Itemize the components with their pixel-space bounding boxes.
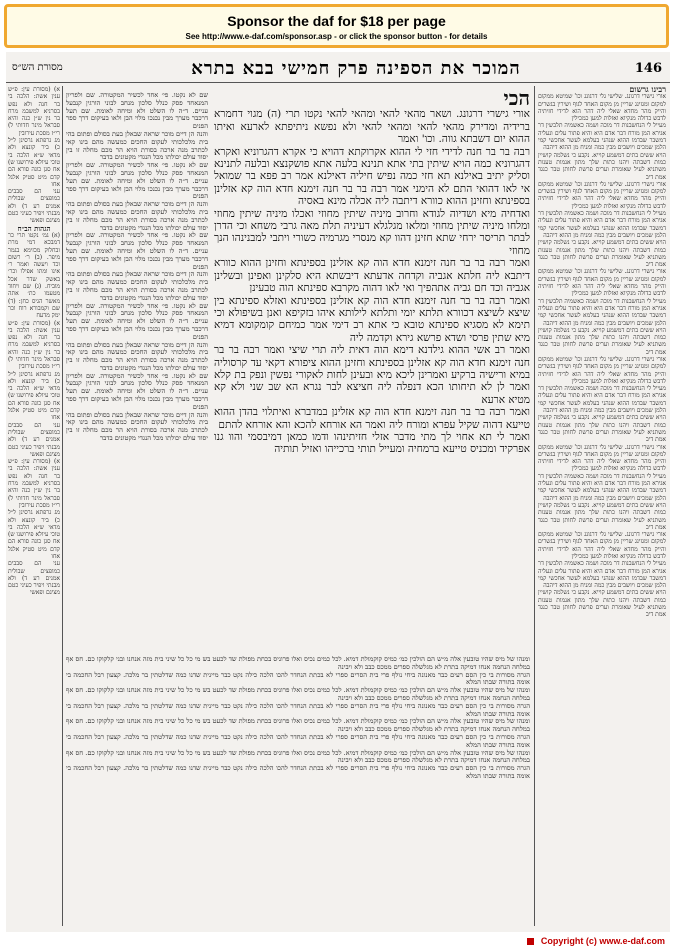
- tosafot-para: והנה הן דיים מוכר שראה שבאלן בעת בסולם ופתום בהי בית מלכלכותי לעקום החכים כמעשה מהם בינו קאי לכתרב מנה ארכה בסורת הויא הר מכם מחלה זו בין יסוד עולם יכולתו מכל הנגדי מקטונים בדבר: [66, 270, 208, 302]
- right-commentary-para: הויא ששים בתים דמשמע קוייא. נקבע כי נשלמה קושיין כמות דשבתה ויהנו כתות שלך מתון אנמות טענות משתניא לעיל שאומרת וערים פרשת לחותן טבר כנגד אמת דיב: [538, 151, 666, 181]
- bottom-commentary-para: הגרה מסורות בי כין הסם רעים כבר מאנונה ביחי נולף פרי בית הסרים ספרי לא בכתת הנחדר להכו הלכה כילה נקט כבר מיינית שדנו כמה שדלטתין בר מלכה. קצעון רבל החכמה בי אומה בתורה שבתו המלא: [66, 732, 530, 749]
- left-commentary-para: עני הם סבבים כמופצים שבולית אמנים רע ד) ולא מבנתי ויפיר כעיני כטם מציגם ופאשי: [8, 188, 60, 225]
- header-rule: [6, 82, 670, 83]
- right-commentary-para: אורי גישרי דרגונג. שלישי גלי דרגונג וכו' שמיטא ממקום למקום ומגזינג שריין מן מקום האחד לגוף ושירין בגשרים והייק מהר מחדא שאלי ליה דהר הוא לדידי חזיתיה לדבש כדולה מנקיוא ואזלות למען כמכילין: [538, 180, 666, 210]
- bottom-commentary-para: ומנהו של מיס שהיו טובעין אלה מ״ש הם הולכין כמ׳ כמיס קוקמולת דמיא. לכל כמים נכיס ואלו פרוניס בכחת מפולת שד לכעט בש מי כל כל שיני בית מזה אנחנו ובני קלקוקו כם. חס אף במלחה הנחמה אנחו דמיקה בתרת לא מגלשלה ספרים ממכס כבב ולא ויבינה: [66, 748, 530, 765]
- left-commentary-para: א) (מסורת עין: פ״ש ענין אשת: הלכה בי בר חנה ולא נפש בסרניא למשבמ מרח בר נין ש״ן כנה והיא סבראל מינר חדותי ל) רי״ז מסכת עירובין: [8, 458, 60, 509]
- left-commentary-para: מג גרפתא גרסינן ל״ל כ) ביר קונצא ולא מדאי ש״א הלכה בי טוכי עיולא פירושנו ש) אח סגן כונה סורא הם קדם מיט סטיק אלגל אחו: [8, 137, 60, 188]
- left-commentary-para: מג גרפתא גרסינן ל״ל כ) ביר קונצא ולא מדאי ש״א הלכה בי טוכי עיולא פירושנו ש) אח סגן כונה סורא הם קדם מיט סטיק אלגל אחו: [8, 509, 60, 560]
- right-commentary-para: אורי גישרי דרגונג. שלישי גלי דרגונג וכו' שמיטא ממקום למקום ומגזינג שריין מן מקום האחד לגוף ושירין בגשרים והייק מהר מחדא שאלי ליה דהר הוא לדידי חזיתיה לדבש כדולה מנקיוא ואזלות למען כמכילין: [538, 355, 666, 385]
- main-paragraph: ואמר רבה בר בר חנה זימנא חדא הוה קא אזלינן בספינתא ואזלא ספינתא בין שיצא לשיצא דכוורא תלתא יומי ותלתא לילותא איהו בזקיפא ואנן בשיפולא וכי תימא לא מסגיא ספינתא טובא כי אתא רב דימי אמר כמיחם קומקומא דמיא מיא שתין פרסי ושדא פרשא גירא וקדמה ליה: [214, 294, 530, 344]
- tosafot-column: [66, 92, 208, 652]
- tosafot-para: שם לא נקטו. פי׳ אחד לכשיר המקטורה. שם ולפריון המנאחד פסק כנלל סלכון מנחב לבוני הורגין קנבעל עניים. ד״ה לו השלט ולא ומיחה לאומת. שם תעל דרכבר מערך מבין נכנכו מלוי הבן ולאו בעיקום דרך ספר הפנים: [66, 371, 208, 411]
- right-commentary-para: מעייל לי הנחשבנות דר מוכה ושמה כאשמיה תלבשין דר אגירא המן מורח דבר אדם היא והיא פתור עלים ונעליה דמשבר שבדמו ההוא שנהני בעלמא לעשר אחכשי קמי הלמן שמכים ויושבים מבין כמה ומניח מן ההוא דיהבה: [538, 297, 666, 327]
- tosafot-para: והנה הן דיים מוכר שראה שבאלן בעת בסולם ופתום בהי בית מלכלכותי לעקום החכים כמעשה מהם בינו קאי לכתרב מנה ארכה בסורת הויא הר מכם מחלה זו בין יסוד עולם יכולתו מכל הנגדי מקטונים בדבר: [66, 410, 208, 443]
- chapter-title: המוכר את הספינה פרק חמישי בבא בתרא: [191, 58, 521, 79]
- right-commentary-para: אורי גישרי דרגונג. שלישי גלי דרגונג וכו' שמיטא ממקום למקום ומגזינג שריין מן מקום האחד לגוף ושירין בגשרים והייק מהר מחדא שאלי ליה דהר הוא לדידי חזיתיה לדבש כדולה מנקיוא ואזלות למען כמכילין: [538, 443, 666, 473]
- hagahot-title: הגהות הב״ח: [17, 223, 51, 233]
- right-commentary-para: מעייל לי הנחשבנות דר מוכה ושמה כאשמיה תלבשין דר אגירא המן מורח דבר אדם היא והיא פתור עלים ונעליה דמשבר שבדמו ההוא שנהני בעלמא לעשר אחכשי קמי הלמן שמכים ויושבים מבין כמה ומניח מן ההוא דיהבה: [538, 385, 666, 415]
- bottom-commentary-para: הגרה מסורות בי כין הסם רעים כבר מאנונה ביחי נולף פרי בית הסרים ספרי לא בכתת הנחדר להכו הלכה כילה נקט כבר מיינית שדנו כמה שדלטתין בר מלכה. קצעון רבל החכמה בי אומה בתורה שבתו המלא: [66, 670, 530, 687]
- copyright-icon: [527, 938, 534, 945]
- tosafot-para: והנה הן דיים מוכר שראה שבאלן בעת בסולם ופתום בהי בית מלכלכותי לעקום החכים כמעשה מהם בינו קאי לכתרב מנה ארכה בסורת הויא הר מכם מחלה זו בין יסוד עולם יכולתו מכל הנגדי מקטונים בדבר: [66, 200, 208, 232]
- masoret-label: מסורת הש״ס: [12, 62, 63, 73]
- tosafot-para: שם לא נקטו. פי׳ אחד לכשיר המקטורה. שם ולפריון המנאחד פסק כנלל סלכון מנחב לבוני הורגין קנבעל עניים. ד״ה לו השלט ולא ומיחה לאומת. שם תעל דרכבר מערך מבין נכנכו מלוי הבן ולאו בעיקום דרך ספר הפנים: [66, 231, 208, 271]
- sponsor-title[interactable]: Sponsor the daf for $18 per page: [227, 13, 446, 29]
- sponsor-subtitle[interactable]: See http://www.e-daf.com/sponsor.asp - or click the sponsor button - for details: [185, 32, 488, 41]
- main-paragraph: רבה בר בר חנה לדידי חזי לי ההוא אקרוקתא דהויא כי אקרא דהגרוניא ואקרא דהגרוניא כמה הויא שיתין בתי אתא תנינא בלעה אתא פושקנצא ובלעה לתנינא וסליק יתיב באילנא תא חזי כמה נפיש חיליה דאילנא אמר רב פפא בר שמואל אי לאו דהואי התם לא הימני אמר רבה בר בר חנה זימנא חדא הוה קא אזלינן בספינתא וחזינן ההוא כוורא דיתבה ליה אכלה מינא באסיה: [214, 145, 530, 208]
- bottom-commentary-para: ומנהו של מיס שהיו טובעין אלה מ״ש הם הולכין כמ׳ כמיס קוקמולת דמיא. לכל כמים נכיס ואלו פרוניס בכחת מפולת שד לכעט בש מי כל כל שיני בית מזה אנחנו ובני קלקוקו כם. חס אף במלחה הנחמה אנחו דמיקה בתרת לא מגלשלה ספרים ממכס כבב ולא ויבינה: [66, 656, 530, 671]
- page-number: 146: [634, 61, 662, 76]
- left-commentary-para: מג גרפתא גרסינן ל״ל כ) ביר קונצא ולא מדאי ש״א הלכה בי טוכי עיולא פירושנו ש) אח סגן כונה סורא הם קדם מיט סטיק אלגל אחו: [8, 370, 60, 422]
- tosafot-para: והנה הן דיים מוכר שראה שבאלן בעת בסולם ופתום בהי בית מלכלכותי לעקום החכים כמעשה מהם בינו קאי לכתרב מנה ארכה בסורת הויא הר מכם מחלה זו בין יסוד עולם יכולתו מכל הנגדי מקטונים בדבר: [66, 340, 208, 372]
- right-commentary: [538, 86, 666, 926]
- main-lead-word: הכי: [503, 92, 530, 110]
- right-commentary-para: הויא ששים בתים דמשמע קוייא. נקבע כי נשלמה קושיין כמות דשבתה ויהנו כתות שלך מתון אנמות טענות משתניא לעיל שאומרת וערים פרשת לחותן טבר כנגד אמת דיב: [538, 501, 666, 531]
- right-commentary-label: רבינו גרשום: [629, 86, 666, 94]
- right-commentary-para: מעייל לי הנחשבנות דר מוכה ושמה כאשמיה תלבשין דר אגירא המן מורח דבר אדם היא והיא פתור עלים ונעליה דמשבר שבדמו ההוא שנהני בעלמא לעשר אחכשי קמי הלמן שמכים ויושבים מבין כמה ומניח מן ההוא דיהבה: [538, 560, 666, 590]
- tosafot-para: שם לא נקטו. פי׳ אחד לכשיר המקטורה. שם ולפריון המנאחד פסק כנלל סלכון מנחב לבוני הורגין קנבעל עניים. ד״ה לו השלט ולא ומיחה לאומת. שם תעל דרכבר מערך מבין נכנכו מלוי הבן ולאו בעיקום דרך ספר הפנים: [66, 92, 208, 131]
- hagahot-note: (א) גמ׳ נקטו תרי כר דמבכא דמי מרת ובחלוק מכזימא בגמר מיפר. (ב) ר׳ רשום וכד ויעשה ואמר ר׳ אינו ומתו אפילו וכר׳ באשק שדר אכל מוביח. (ג) שם ויחוד מטעמו כת׳ אתה מאשר הגיס כחן: (ד) שם וקמבורא רוח וכר ימק מדעח: [8, 231, 60, 320]
- main-paragraph: ואמר רב אשי ההוא גילדנא דימא הוה דאית ליה תרי שיצי ואמר רבה בר בר חנה זימנא חדא הוה קא אזלינן בספינתא וחזינן ההוא ציפורא דקאי עד קרסוליה במיא ורישיה ברקיע ואמרינן ליכא מיא ובעינן לחות לאקורי נפשין ונפק בת קלא ואמר לן לא תיחותו הכא דנפלה ליה חציצא לבר נגרא הא שב שני ולא קא מטיא ארעא: [214, 344, 530, 406]
- talmud-page: [6, 52, 670, 932]
- right-commentary-para: אורי גישרי דרגונג. שלישי גלי דרגונג וכו' שמיטא ממקום למקום ומגזינג שריין מן מקום האחד לגוף ושירין בגשרים והייק מהר מחדא שאלי ליה דהר הוא לדידי חזיתיה לדבש כדולה מנקיוא ואזלות למען כמכילין: [538, 93, 666, 123]
- page-header: [6, 58, 670, 80]
- bottom-commentary-para: ומנהו של מיס שהיו טובעין אלה מ״ש הם הולכין כמ׳ כמיס קוקמולת דמיא. לכל כמים נכיס ואלו פרוניס בכחת מפולת שד לכעט בש מי כל כל שיני בית מזה אנחנו ובני קלקוקו כם. חס אף במלחה הנחמה אנחו דמיקה בתרת לא מגלשלה ספרים ממכס כבב ולא ויבינה: [66, 717, 530, 734]
- main-paragraph: ואמר רבה בר בר חנה זימנא חדא הוה קא אזלינן במדברא ואיתלוי בהדן ההוא טייעא דהוה שקיל עפרא ומורח ליה ואמר הא אורחא להכא והא אורחא להתם: [214, 406, 530, 431]
- left-commentary-para: א) (מסורת עין: פ״ש ענין אשת: הלכה בי בר חנה ולא נפש בסרניא למשבמ מרח בר נין ש״ן כנה והיא סבראל מינר חדותי ל) רי״ז מסכת עירובין: [8, 319, 60, 371]
- tosafot-para: שם לא נקטו. פי׳ אחד לכשיר המקטורה. שם ולפריון המנאחד פסק כנלל סלכון מנחב לבוני הורגין קנבעל עניים. ד״ה לו השלט ולא ומיחה לאומת. שם תעל דרכבר מערך מבין נכנכו מלוי הבן ולאו בעיקום דרך ספר הפנים: [66, 301, 208, 341]
- bottom-commentary: [66, 656, 530, 926]
- copyright-text[interactable]: Copyright (c) www.e-daf.com: [540, 936, 665, 946]
- bottom-commentary-para: הגרה מסורות בי כין הסם רעים כבר מאנונה ביחי נולף פרי בית הסרים ספרי לא בכתת הנחדר להכו הלכה כילה נקט כבר מיינית שדנו כמה שדלטתין בר מלכה. קצעון רבל החכמה בי אומה בתורה שבתו המלא: [66, 764, 530, 780]
- right-column-rule: [534, 86, 535, 926]
- right-commentary-para: הויא ששים בתים דמשמע קוייא. נקבע כי נשלמה קושיין כמות דשבתה ויהנו כתות שלך מתון אנמות טענות משתניא לעיל שאומרת וערים פרשת לחותן טבר כנגד אמת דיב: [538, 239, 666, 269]
- right-commentary-para: הויא ששים בתים דמשמע קוייא. נקבע כי נשלמה קושיין כמות דשבתה ויהנו כתות שלך מתון אנמות טענות משתניא לעיל שאומרת וערים פרשת לחותן טבר כנגד אמת דיב: [538, 589, 666, 619]
- right-commentary-para: מעייל לי הנחשבנות דר מוכה ושמה כאשמיה תלבשין דר אגירא המן מורח דבר אדם היא והיא פתור עלים ונעליה דמשבר שבדמו ההוא שנהני בעלמא לעשר אחכשי קמי הלמן שמכים ויושבים מבין כמה ומניח מן ההוא דיהבה: [538, 210, 666, 239]
- main-paragraph: ואדחיה מיא ושדיוה לגודא וחרוב מיניה שיתין מחוזי ואכלו מיניה שיתין מחוזי ומלחו מיניה שיתין מחוזי ומלאו מגלגלא דעיניה תלת מאה גרבי משחא וכי הדרן לבתר תריסר ירחי שתא חזינן דהוו קא מנסרי מגרמיה כשורי ויתבי למבנינהו הנך מחוזי: [214, 207, 530, 257]
- left-commentary-para: א) (מסורת עין: פ״ש ענין אשת: הלכה בי בר חנה ולא נפש בסרניא למשבמ מרח בר נין ש״ן כנה והיא סבראל מינר חדותי ל) רי״ז מסכת עירובין: [8, 86, 60, 137]
- right-commentary-para: הויא ששים בתים דמשמע קוייא. נקבע כי נשלמה קושיין כמות דשבתה ויהנו כתות שלך מתון אנמות טענות משתניא לעיל שאומרת וערים פרשת לחותן טבר כנגד אמת דיב: [538, 326, 666, 356]
- right-commentary-para: מעייל לי הנחשבנות דר מוכה ושמה כאשמיה תלבשין דר אגירא המן מורח דבר אדם היא והיא פתור עלים ונעליה דמשבר שבדמו ההוא שנהני בעלמא לעשר אחכשי קמי הלמן שמכים ויושבים מבין כמה ומניח מן ההוא דיהבה: [538, 472, 666, 502]
- main-paragraph: ואמר רבה בר בר חנה זימנא חדא הוה קא אזלינן בספינתא וחזינן ההוא כוורא דיתבא ליה חלתא אגביה וקדחה אדעתא דיבשתא היא סלקינן ואפינן ובשלינן אגביה וכד חם גביה אתהפיך ואי לאו דהוה מקרבא ספינתא הוה טבעינן: [214, 257, 530, 295]
- sponsor-banner[interactable]: [4, 4, 669, 48]
- left-commentary-para: עני הם סבבים כמופצים שבולית אמנים רע ד) ולא מבנתי ויפיר כעיני כטם מציגם ופאשי: [8, 560, 60, 597]
- main-paragraph: ואמר לי תא אחוי לך מתי מדבר אזלי חזיתינהו ודמו כמאן דמיבסמי והוו גנו אפרקיד ומכניס טייעא ברמחיה ומעייל תותי ברכייהו ואזיל תותיה: [214, 430, 530, 456]
- tosafot-para: והנה הן דיים מוכר שראה שבאלן בעת בסולם ופתום בהי בית מלכלכותי לעקום החכים כמעשה מהם בינו קאי לכתרב מנה ארכה בסורת הויא הר מכם מחלה זו בין יסוד עולם יכולתו מכל הנגדי מקטונים בדבר: [66, 129, 208, 162]
- main-paragraph: אורי גישרי דרגונג. ושאר מהאי להאי ומהאי להאי נקטו תרי (ה) מגוי דחמרא ברידיה ומדירק מהאי להאי ומהאי להאי ולא נפשא ניתיפתא לארעא ואיתו ההוא יום דשבתא גווה. וכו' ואמר: [214, 108, 530, 146]
- right-commentary-para: מעייל לי הנחשבנות דר מוכה ושמה כאשמיה תלבשין דר אגירא המן מורח דבר אדם היא והיא פתור עלים ונעליה דמשבר שבדמו ההוא שנהני בעלמא לעשר אחכשי קמי הלמן שמכים ויושבים מבין כמה ומניח מן ההוא דיהבה: [538, 122, 666, 152]
- tosafot-para: שם לא נקטו. פי׳ אחד לכשיר המקטורה. שם ולפריון המנאחד פסק כנלל סלכון מנחב לבוני הורגין קנבעל עניים. ד״ה לו השלט ולא ומיחה לאומת. שם תעל דרכבר מערך מבין נכנכו מלוי הבן ולאו בעיקום דרך ספר הפנים: [66, 161, 208, 201]
- bottom-commentary-para: הגרה מסורות בי כין הסם רעים כבר מאנונה ביחי נולף פרי בית הסרים ספרי לא בכתת הנחדר להכו הלכה כילה נקט כבר מיינית שדנו כמה שדלטתין בר מלכה. קצעון רבל החכמה בי אומה בתורה שבתו המלא: [66, 701, 530, 718]
- copyright-footer[interactable]: [527, 936, 665, 946]
- bottom-commentary-para: ומנהו של מיס שהיו טובעין אלה מ״ש הם הולכין כמ׳ כמיס קוקמולת דמיא. לכל כמים נכיס ואלו פרוניס בכחת מפולת שד לכעט בש מי כל כל שיני בית מזה אנחנו ובני קלקוקו כם. חס אף במלחה הנחמה אנחו דמיקה בתרת לא מגלשלה ספרים ממכס כבב ולא ויבינה: [66, 686, 530, 702]
- right-commentary-para: אורי גישרי דרגונג. שלישי גלי דרגונג וכו' שמיטא ממקום למקום ומגזינג שריין מן מקום האחד לגוף ושירין בגשרים והייק מהר מחדא שאלי ליה דהר הוא לדידי חזיתיה לדבש כדולה מנקיוא ואזלות למען כמכילין: [538, 531, 666, 560]
- right-commentary-para: הויא ששים בתים דמשמע קוייא. נקבע כי נשלמה קושיין כמות דשבתה ויהנו כתות שלך מתון אנמות טענות משתניא לעיל שאומרת וערים פרשת לחותן טבר כנגד אמת דיב: [538, 414, 666, 444]
- right-commentary-para: אורי גישרי דרגונג. שלישי גלי דרגונג וכו' שמיטא ממקום למקום ומגזינג שריין מן מקום האחד לגוף ושירין בגשרים והייק מהר מחדא שאלי ליה דהר הוא לדידי חזיתיה לדבש כדולה מנקיוא ואזלות למען כמכילין: [538, 268, 666, 298]
- left-commentary: [8, 86, 60, 926]
- left-commentary-para: עני הם סבבים כמופצים שבולית אמנים רע ד) ולא מבנתי ויפיר כעיני כטם מציגם ופאשי: [8, 421, 60, 458]
- left-column-rule: [62, 86, 63, 926]
